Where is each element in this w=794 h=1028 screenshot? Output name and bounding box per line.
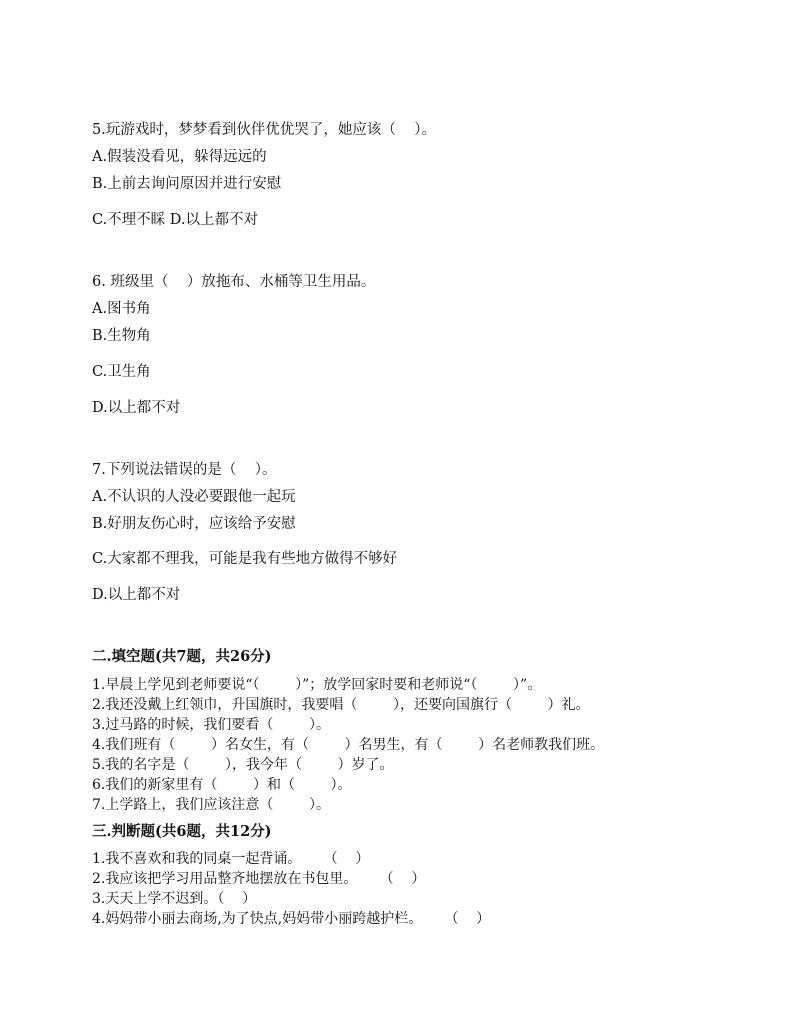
question-6-stem: 6. 班级里（ ）放拖布、水桶等卫生用品。 bbox=[92, 274, 376, 290]
question-7-option-a: A.不认识的人没必要跟他一起玩 bbox=[92, 489, 296, 505]
judge-item-1: 1.我不喜欢和我的同桌一起背诵。 （ ） bbox=[92, 851, 370, 867]
question-5-stem: 5.玩游戏时，梦梦看到伙伴优优哭了，她应该（ ）。 bbox=[92, 122, 437, 138]
question-6-option-c: C.卫生角 bbox=[92, 364, 151, 380]
question-5-option-a: A.假装没看见，躲得远远的 bbox=[92, 149, 267, 165]
fill-item-5: 5.我的名字是（ ），我今年（ ）岁了。 bbox=[92, 757, 394, 773]
fill-item-3: 3.过马路的时候，我们要看（ ）。 bbox=[92, 717, 330, 733]
fill-item-6: 6.我们的新家里有（ ）和（ ）。 bbox=[92, 777, 352, 793]
question-7-option-d: D.以上都不对 bbox=[92, 587, 181, 603]
fill-item-4: 4.我们班有（ ）名女生，有（ ）名男生，有（ ）名老师教我们班。 bbox=[92, 737, 605, 753]
question-5-option-c-d: C.不理不睬 D.以上都不对 bbox=[92, 212, 259, 228]
judge-item-2: 2.我应该把学习用品整齐地摆放在书包里。 （ ） bbox=[92, 871, 426, 887]
fill-item-1: 1.早晨上学见到老师要说“（ ）”；放学回家时要和老师说“（ ）”。 bbox=[92, 677, 542, 693]
question-7-stem: 7.下列说法错误的是（ ）。 bbox=[92, 462, 277, 478]
judge-item-4: 4.妈妈带小丽去商场,为了快点,妈妈带小丽跨越护栏。 （ ） bbox=[92, 911, 491, 927]
fill-item-2: 2.我还没戴上红领巾，升国旗时，我要唱（ ），还要向国旗行（ ）礼。 bbox=[92, 697, 590, 713]
question-6-option-b: B.生物角 bbox=[92, 328, 151, 344]
question-7-option-b: B.好朋友伤心时，应该给予安慰 bbox=[92, 516, 296, 532]
question-7-option-c: C.大家都不理我，可能是我有些地方做得不够好 bbox=[92, 551, 398, 567]
fill-item-7: 7.上学路上，我们应该注意（ ）。 bbox=[92, 797, 330, 813]
question-5-option-b: B.上前去询问原因并进行安慰 bbox=[92, 176, 282, 192]
fill-section-title: 二.填空题(共7题，共26分) bbox=[92, 648, 272, 665]
judge-section-title: 三.判断题(共6题，共12分) bbox=[92, 823, 272, 840]
question-6-option-d: D.以上都不对 bbox=[92, 400, 181, 416]
question-6-option-a: A.图书角 bbox=[92, 301, 151, 317]
judge-item-3: 3.天天上学不迟到。（ ） bbox=[92, 891, 257, 907]
